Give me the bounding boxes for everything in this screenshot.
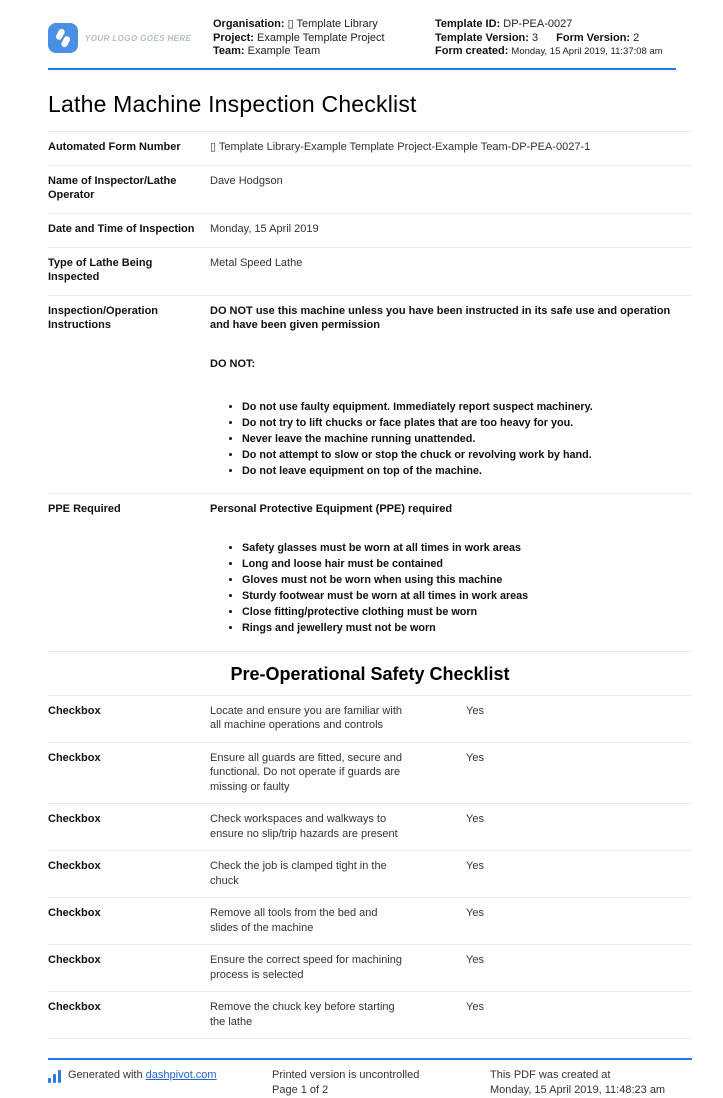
row-label: Name of Inspector/Lathe Operator <box>48 174 177 201</box>
form-row-instructions <box>48 295 692 494</box>
form-row <box>48 165 692 213</box>
form-row-ppe <box>48 493 692 651</box>
form-created-label: Form created: <box>435 45 509 57</box>
item-description: Locate and ensure you are familiar with all machine operations and controls <box>210 704 402 731</box>
checklist-row <box>48 850 692 897</box>
item-description: Remove all tools from the bed and slides of the machine <box>210 907 378 934</box>
form-row <box>48 213 692 247</box>
row-value: Monday, 15 April 2019 <box>210 222 319 235</box>
ppe-intro: Personal Protective Equipment (PPE) required <box>210 503 453 515</box>
header-meta-left <box>213 18 435 59</box>
pdf-created-label: This PDF was created at <box>490 1069 611 1081</box>
bar-chart-icon <box>48 1070 62 1083</box>
list-item: • Sturdy footwear must be worn at all times in work areas <box>242 590 692 604</box>
section-heading-block <box>48 651 692 695</box>
list-item: • Do not attempt to slow or stop the chuck or revolving work by hand. <box>242 449 692 463</box>
row-value: Metal Speed Lathe <box>210 256 303 269</box>
ppe-list <box>210 542 692 636</box>
row-value <box>210 304 692 483</box>
answer-value: Yes <box>466 751 484 764</box>
answer-value: Yes <box>466 813 484 825</box>
pdf-created-timestamp: Monday, 15 April 2019, 11:48:23 am <box>490 1084 666 1096</box>
item-description: Check the job is clamped tight in the chuck <box>210 860 387 887</box>
project-label: Project: <box>213 31 254 44</box>
list-item: • Do not use faulty equipment. Immediately report suspect machinery. <box>242 401 692 415</box>
list-item: • Safety glasses must be worn at all times in work areas <box>242 542 692 556</box>
do-not-list <box>210 401 692 479</box>
answer-value: Yes <box>466 860 484 872</box>
row-label: Automated Form Number <box>48 140 181 153</box>
answer-value: Yes <box>466 1001 484 1013</box>
team-value: Example Team <box>247 45 321 57</box>
checklist-row <box>48 742 692 804</box>
team-label: Team: <box>213 45 245 57</box>
generated-with-text <box>68 1069 217 1081</box>
checkbox-label: Checkbox <box>48 751 101 764</box>
item-description: Ensure the correct speed for machining process is selected <box>210 954 402 981</box>
logo-block <box>48 18 213 53</box>
checkbox-label: Checkbox <box>48 907 101 919</box>
logo-placeholder-text: YOUR LOGO GOES HERE <box>85 33 192 43</box>
form-version-value: 2 <box>633 31 640 44</box>
section-title: Pre-Operational Safety Checklist <box>230 663 510 684</box>
checklist-row <box>48 695 692 742</box>
list-item: • Gloves must not be worn when using this machine <box>242 574 692 588</box>
project-value: Example Template Project <box>257 31 385 44</box>
template-version-value: 3 <box>532 31 539 44</box>
page-footer <box>48 1058 692 1098</box>
item-description: Check workspaces and walkways to ensure no slip/trip hazards are present <box>210 813 398 840</box>
page-number: Page 1 of 2 <box>272 1084 329 1096</box>
row-label: Date and Time of Inspection <box>48 222 195 235</box>
do-not-heading: DO NOT: <box>210 357 256 370</box>
dashpivot-link[interactable]: dashpivot.com <box>145 1069 217 1081</box>
checkbox-label: Checkbox <box>48 860 101 872</box>
checklist-row <box>48 897 692 944</box>
document-header <box>48 18 692 59</box>
list-item: • Close fitting/protective clothing must be worn <box>242 606 692 620</box>
dashpivot-logo-icon <box>48 23 78 53</box>
row-label: PPE Required <box>48 503 121 515</box>
checklist-row <box>48 944 692 991</box>
list-item: • Do not leave equipment on top of the machine. <box>242 465 692 479</box>
organisation-label: Organisation: <box>213 18 285 30</box>
item-description: Ensure all guards are fitted, secure and functional. Do not operate if guards are missing or faulty <box>210 751 403 793</box>
form-created-value: Monday, 15 April 2019, 11:37:08 am <box>511 46 663 57</box>
checkbox-label: Checkbox <box>48 704 101 717</box>
checklist-table <box>48 695 692 1040</box>
checklist-row <box>48 803 692 850</box>
row-label: Inspection/Operation Instructions <box>48 304 159 331</box>
header-divider <box>48 68 676 70</box>
checkbox-label: Checkbox <box>48 1001 101 1013</box>
answer-value: Yes <box>466 954 484 966</box>
organisation-value: ▯ Template Library <box>287 18 378 30</box>
generated-prefix: Generated with <box>68 1069 146 1081</box>
template-id-value: DP-PEA-0027 <box>503 18 573 30</box>
list-item: • Do not try to lift chucks or face plates that are too heavy for you. <box>242 417 692 431</box>
row-label: Type of Lathe Being Inspected <box>48 256 153 283</box>
form-version-label: Form Version: <box>556 31 631 44</box>
header-meta-right <box>435 18 692 59</box>
form-row <box>48 131 692 165</box>
footer-generated <box>48 1068 272 1098</box>
answer-value: Yes <box>466 907 484 919</box>
list-item: • Rings and jewellery must not be worn <box>242 622 692 636</box>
footer-print-info <box>272 1068 490 1098</box>
form-row <box>48 247 692 295</box>
template-version-label: Template Version: <box>435 31 529 44</box>
table-bottom-divider <box>48 1038 692 1039</box>
checklist-row <box>48 991 692 1038</box>
item-description: Remove the chuck key before starting the lathe <box>210 1001 395 1028</box>
checkbox-label: Checkbox <box>48 813 101 825</box>
checkbox-label: Checkbox <box>48 954 101 966</box>
footer-created-info <box>490 1068 692 1098</box>
list-item: • Long and loose hair must be contained <box>242 558 692 572</box>
row-value <box>210 502 692 640</box>
template-id-label: Template ID: <box>435 18 501 30</box>
form-table <box>48 131 692 651</box>
instructions-intro: DO NOT use this machine unless you have been instructed in its safe use and operation and have been given permission <box>210 304 671 331</box>
row-value: ▯ Template Library-Example Template Project-Example Team-DP-PEA-0027-1 <box>210 140 591 153</box>
answer-value: Yes <box>466 704 484 717</box>
printed-note: Printed version is uncontrolled <box>272 1069 420 1081</box>
row-value: Dave Hodgson <box>210 174 283 187</box>
page-title: Lathe Machine Inspection Checklist <box>48 90 417 117</box>
list-item: • Never leave the machine running unattended. <box>242 433 692 447</box>
